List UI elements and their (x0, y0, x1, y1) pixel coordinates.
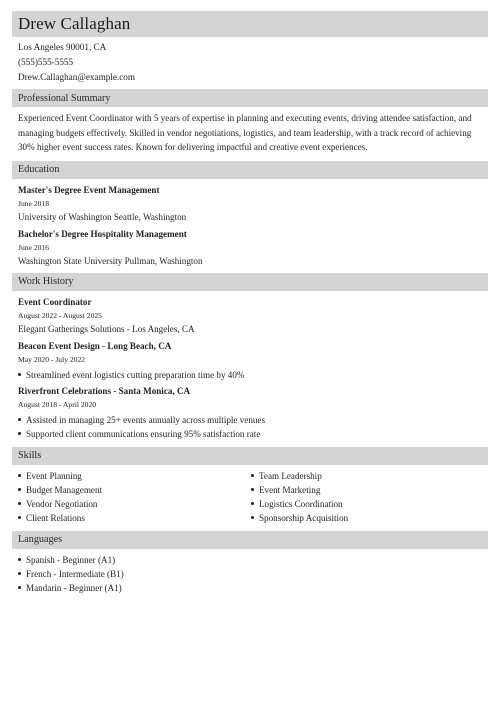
job-company: Elegant Gatherings Solutions - Los Angeles, CA (18, 323, 195, 334)
summary-heading: Professional Summary (12, 89, 488, 107)
skill-item: Event Planning (18, 469, 251, 483)
education-date: June 2016 (18, 242, 50, 252)
address: Los Angeles 90001, CA (18, 42, 107, 52)
job-bullet: Supported client communications ensuring 95% satisfaction rate (18, 427, 484, 441)
education-list (12, 183, 488, 269)
languages-heading: Languages (12, 531, 488, 549)
contact-info (12, 40, 488, 85)
name-header (12, 11, 488, 37)
job-bullets (18, 413, 484, 441)
language-item: French - Intermediate (B1) (18, 567, 484, 581)
education-date: June 2018 (18, 198, 50, 208)
school: University of Washington Seattle, Washington (18, 211, 187, 222)
language-item: Mandarin - Beginner (A1) (18, 581, 484, 595)
skill-item: Vendor Negotiation (18, 497, 251, 511)
education-entry (18, 227, 484, 269)
skill-item: Event Marketing (251, 483, 484, 497)
degree: Master's Degree Event Management (18, 184, 160, 195)
work-history-list (12, 295, 488, 441)
summary-text: Experienced Event Coordinator with 5 years of expertise in planning and executing events, driving attendee satisfaction, and managing budgets effectively. Skilled in vendor negotiations, logistics, and team leadership, with a track record of achieving 30% higher event success rates. Known for delivering impactful and creative event experiences. (18, 113, 472, 152)
job-date: August 2022 - August 2025 (18, 310, 102, 320)
job-entry (18, 295, 484, 337)
job-date: August 2018 - April 2020 (18, 399, 97, 409)
language-item: Spanish - Beginner (A1) (18, 553, 484, 567)
job-title: Beacon Event Design - Long Beach, CA (18, 340, 172, 351)
education-entry (18, 183, 484, 225)
skills-heading: Skills (12, 447, 488, 465)
education-heading: Education (12, 161, 488, 179)
job-entry (18, 339, 484, 382)
phone: (555)555-5555 (18, 57, 74, 67)
job-title: Event Coordinator (18, 296, 92, 307)
skill-item: Logistics Coordination (251, 497, 484, 511)
job-entry (18, 384, 484, 441)
skills-column-left (18, 469, 251, 525)
job-bullets (18, 368, 484, 382)
skills-column-right (251, 469, 484, 525)
job-bullet: Streamlined event logistics cutting preparation time by 40% (18, 368, 484, 382)
skill-item: Budget Management (18, 483, 251, 497)
degree: Bachelor's Degree Hospitality Management (18, 228, 187, 239)
skills-list (12, 469, 488, 525)
candidate-name: Drew Callaghan (18, 14, 131, 33)
job-date: May 2020 - July 2022 (18, 354, 86, 364)
resume-page (0, 11, 500, 715)
skill-item: Sponsorship Acquisition (251, 511, 484, 525)
email: Drew.Callaghan@example.com (18, 72, 136, 82)
skill-item: Team Leadership (251, 469, 484, 483)
skill-item: Client Relations (18, 511, 251, 525)
work-history-heading: Work History (12, 273, 488, 291)
job-title: Riverfront Celebrations - Santa Monica, CA (18, 385, 191, 396)
school: Washington State University Pullman, Washington (18, 255, 203, 266)
languages-list (12, 553, 488, 595)
job-bullet: Assisted in managing 25+ events annually across multiple venues (18, 413, 484, 427)
